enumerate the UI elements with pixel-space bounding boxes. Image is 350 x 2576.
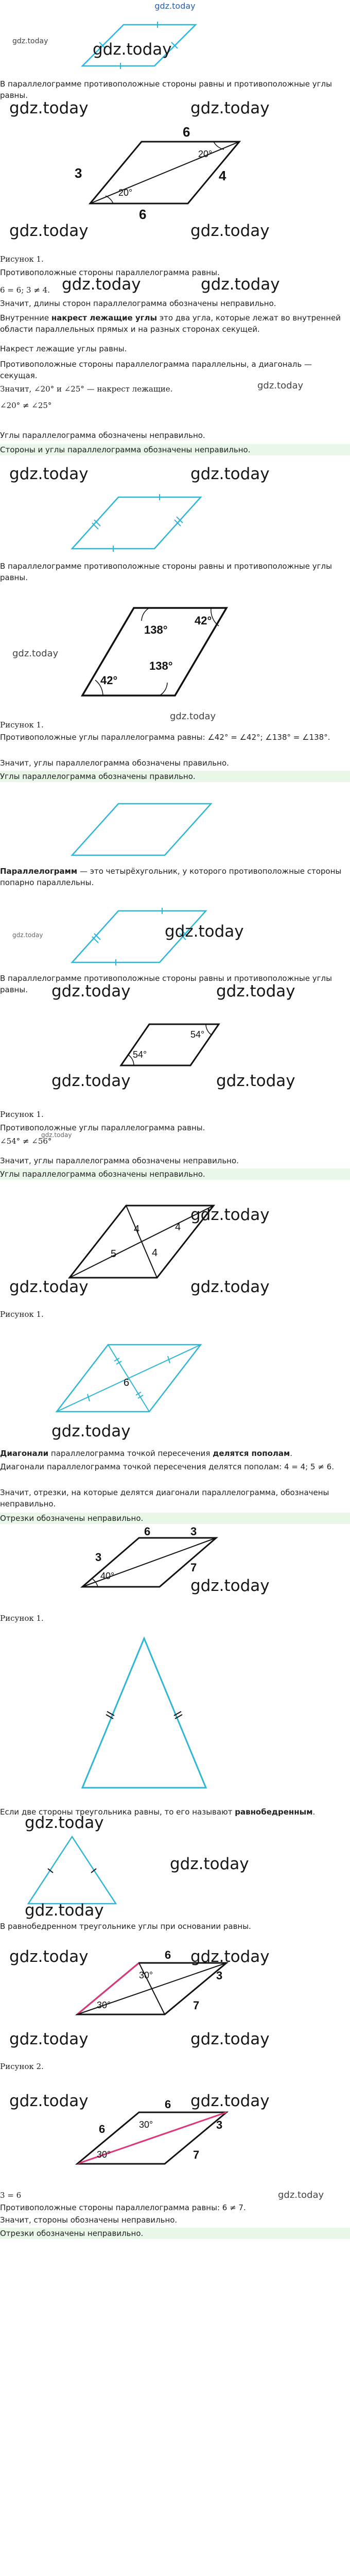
s5-label-6: 6 [144, 1525, 151, 1538]
s1-text: В параллелограмме противоположные стороны равны и противоположные углы равны. [0, 79, 332, 100]
s5-math1: 3 = 6 [0, 2191, 22, 2200]
watermark: gdz.today [12, 931, 43, 939]
watermark: gdz.today [165, 922, 244, 941]
s1-math2a: Значит, ∠20° и ∠25° — накрест лежащие. [0, 384, 173, 394]
watermark: gdz.today [190, 2030, 270, 2048]
watermark: gdz.today [12, 648, 59, 659]
watermark: gdz.today [190, 1947, 270, 1966]
s5-line3: Противоположные стороны параллелограмма равны: 6 ≠ 7. [0, 2203, 246, 2212]
s5-p3-angle-a: 30° [139, 2120, 153, 2130]
s3-answer: Углы параллелограмма обозначены неправильно. [0, 1168, 350, 1180]
s3-caption: Рисунок 1. [0, 1110, 44, 1119]
s2-text: В параллелограмме противоположные стороны равны и противоположные углы равны. [0, 562, 332, 582]
watermark: gdz.today [278, 2190, 324, 2200]
s3-math1: ∠54° ≠ ∠56° [0, 1137, 52, 1146]
s2-line1: Противоположные углы параллелограмма равны: ∠42° = ∠42°; ∠138° = ∠138°. [0, 733, 330, 742]
watermark: gdz.today [190, 1577, 270, 1595]
s1-line2: Значит, длины сторон параллелограмма обозначены неправильно. [0, 299, 276, 308]
s5-answer: Отрезки обозначены неправильно. [0, 2228, 350, 2239]
figure-parallelogram-3 [62, 793, 221, 860]
figure-parallelogram-8 [62, 2098, 237, 2174]
s5-label-3-top: 3 [190, 1525, 197, 1538]
s4-seg-6: 6 [124, 1377, 130, 1388]
watermark: gdz.today [170, 1855, 249, 1873]
watermark: gdz.today [9, 1947, 89, 1966]
s5-caption: Рисунок 1. [0, 1614, 44, 1623]
figure-isosceles-triangle [72, 1633, 216, 1798]
s2-answer: Углы параллелограмма обозначены правильно. [0, 771, 350, 782]
s1-line6: Углы параллелограмма обозначены неправильно. [0, 431, 205, 440]
s1-line1: Противоположные стороны параллелограмма равны. [0, 268, 220, 277]
watermark: gdz.today [9, 1278, 89, 1296]
figure-parallelogram-5 [113, 1019, 226, 1071]
s5-p3-label-7: 7 [193, 2148, 200, 2161]
s1-line3: Внутренние накрест лежащие углы это два угла, которые лежат во внутренней области параллельных прямых и на разных сторонах секущей. [0, 313, 341, 334]
s1-answer: Стороны и углы параллелограмма обозначены неправильно. [0, 444, 350, 455]
s5-label-7: 7 [190, 1561, 197, 1574]
s1-label-3: 3 [75, 165, 82, 181]
watermark: gdz.today [62, 275, 141, 294]
figure-parallelogram-diagonals-blue [46, 1334, 211, 1422]
watermark: gdz.today [190, 1206, 270, 1224]
watermark: gdz.today [9, 222, 89, 240]
watermark: gdz.today [9, 465, 89, 483]
s2-caption: Рисунок 1. [0, 720, 44, 730]
s1-label-4: 4 [219, 168, 226, 183]
s1-label-6-bottom: 6 [139, 207, 147, 222]
s4-seg-4c: 4 [152, 1247, 158, 1259]
s4-line2: Значит, отрезки, на которые делятся диагонали параллелограмма, обозначены неправильно. [0, 1488, 329, 1509]
s2-angle-42-bottom: 42° [100, 674, 118, 687]
watermark: gdz.today [190, 465, 270, 483]
s4-def: Диагонали параллелограмма точкой пересечения делятся пополам. [0, 1449, 293, 1458]
s2-line2: Значит, углы параллелограмма обозначены правильно. [0, 758, 229, 768]
watermark: gdz.today [51, 1072, 131, 1090]
s5-p3-label-6a: 6 [165, 2098, 171, 2111]
watermark: gdz.today [216, 982, 295, 1001]
watermark: gdz.today [9, 99, 89, 117]
figure-parallelogram-1 [75, 124, 244, 222]
s5-caption2: Рисунок 2. [0, 2062, 44, 2071]
s5-line1: Если две стороны треугольника равны, то его называют равнобедренным. [0, 1807, 316, 1817]
s1-math2b: ∠20° ≠ ∠25° [0, 401, 52, 410]
s5-p2-angle-b: 30° [97, 2000, 111, 2010]
s5-label-3-side: 3 [95, 1551, 102, 1564]
s5-p3-label-3: 3 [216, 2119, 223, 2131]
s4-caption: Рисунок 1. [0, 1310, 44, 1319]
s5-p3-angle-b: 30° [97, 2149, 111, 2160]
watermark: gdz.today [51, 1422, 131, 1440]
watermark: gdz.today [9, 2092, 89, 2110]
s1-caption: Рисунок 1. [0, 255, 44, 264]
watermark: gdz.today [25, 1814, 104, 1832]
s2-angle-138-bottom: 138° [149, 659, 173, 672]
figure-triangle-small [23, 1832, 121, 1909]
watermark: gdz.today [41, 1131, 72, 1139]
s3-line1: Противоположные углы параллелограмма равны. [0, 1123, 205, 1132]
s5-p2-label-6: 6 [165, 1948, 171, 1961]
s5-p2-label-7: 7 [193, 1999, 200, 2012]
s3-def: Параллелограмм — это четырёхугольник, у которого противоположные стороны попарно параллельны. [0, 867, 342, 887]
figure-parallelogram-2 [62, 487, 211, 554]
s2-angle-138-top: 138° [144, 623, 168, 636]
site-link[interactable]: gdz.today [154, 1, 196, 11]
s5-p3-label-6b: 6 [99, 2123, 106, 2136]
watermark: gdz.today [216, 1072, 295, 1090]
s4-answer: Отрезки обозначены неправильно. [0, 1513, 350, 1524]
watermark: gdz.today [190, 2092, 270, 2110]
s5-line4: Значит, стороны обозначены неправильно. [0, 2215, 178, 2225]
figure-parallelogram-angles [72, 598, 237, 706]
s4-line1: Диагонали параллелограмма точкой пересечения делятся пополам: 4 = 4; 5 ≠ 6. [0, 1462, 334, 1471]
s3-angle-left: 54° [133, 1049, 147, 1060]
watermark: gdz.today [190, 222, 270, 240]
s5-label-angle: 40° [100, 1571, 115, 1581]
watermark: gdz.today [9, 2030, 89, 2048]
s1-label-6-top: 6 [183, 124, 190, 140]
s5-line2: В равнобедренном треугольнике углы при основании равны. [0, 1922, 251, 1931]
s1-math1: 6 = 6; 3 ≠ 4. [0, 285, 50, 295]
s3-line2: Значит, углы параллелограмма обозначены неправильно. [0, 1156, 239, 1165]
s4-seg-4a: 4 [134, 1224, 140, 1235]
watermark: gdz.today [93, 40, 172, 59]
s5-p2-label-3: 3 [216, 1969, 223, 1982]
s1-line5: Противоположные стороны параллелограмма параллельны, а диагональ — секущая. [0, 360, 312, 380]
s3-text: В параллелограмме противоположные стороны равны и противоположные углы равны. [0, 974, 332, 994]
watermark: gdz.today [190, 1278, 270, 1296]
watermark: gdz.today [170, 711, 216, 722]
s1-label-angle-a: 20° [118, 188, 133, 198]
s1-label-angle-b: 20° [198, 149, 213, 159]
s1-line4: Накрест лежащие углы равны. [0, 344, 127, 353]
watermark: gdz.today [190, 99, 270, 117]
s4-seg-5: 5 [111, 1248, 117, 1260]
watermark: gdz.today [25, 1901, 104, 1920]
watermark: gdz.today [257, 380, 304, 391]
watermark: gdz.today [201, 275, 280, 294]
s5-p2-angle-a: 30° [139, 1970, 153, 1980]
s3-angle-right: 54° [190, 1029, 205, 1040]
watermark: gdz.today [12, 37, 48, 45]
s2-angle-42-top: 42° [195, 614, 212, 627]
watermark: gdz.today [51, 982, 131, 1001]
s4-seg-4b: 4 [175, 1222, 181, 1233]
